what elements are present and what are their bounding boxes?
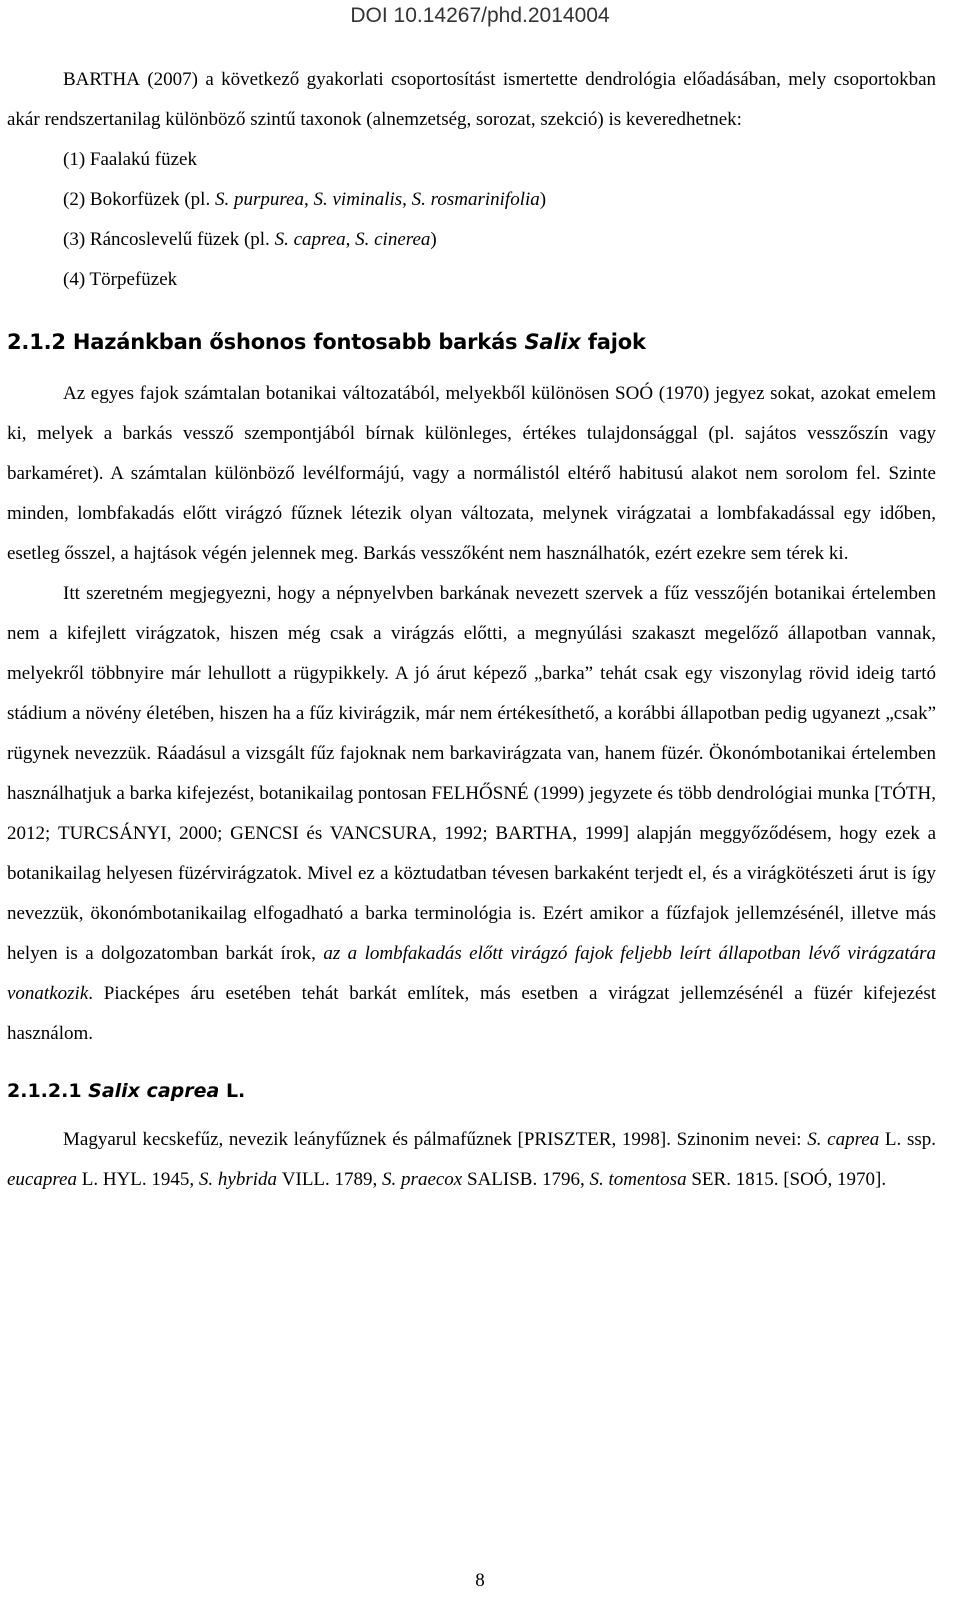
p3-text-k: . 1815. [	[726, 1169, 790, 1190]
synonym-hybrida: S. hybrida	[198, 1169, 278, 1190]
separator: ,	[304, 189, 314, 210]
p2-text-f: , 1992;	[431, 823, 496, 844]
species-cinerea: S. cinerea	[355, 229, 431, 250]
doi-header: DOI 10.14267/phd.2014004	[350, 4, 610, 27]
separator: ,	[402, 189, 412, 210]
page-content	[7, 60, 936, 1200]
subsection-author: L.	[219, 1080, 246, 1102]
synonym-caprea: S. caprea	[807, 1129, 880, 1150]
synonym-praecox: S. praecox	[382, 1169, 463, 1190]
p2-text-a: Itt szeretném megjegyezni, hogy a népnyelvben barkának nevezett szervek a fűz vesszőjén botanikai értelemben nem a kifejlett virágzatok, hiszen még csak a virágzás előtti, a megnyúlási szakaszt megelőző állapotban vannak, melyekről többnyire már lehullott a rügypikkely. A jó árut képező „barka” tehát csak egy viszonylag rövid ideig tartó stádium a növény életében, hiszen ha a fűz kivirágzik, már nem értékesíthető, a korábbi állapotban pedig ugyanezt „csak” rügynek nevezzük. Ráadásul a vizsgált fűz fajoknak nem barkavirágzata van, hanem füzér. Ökonómbotanikai értelemben használhatjuk a barka kifejezést, botanikailag pontosan	[7, 583, 936, 804]
p3-text-c: L. ssp.	[879, 1129, 936, 1150]
author-toth: TÓTH	[880, 783, 932, 804]
section-heading-text: 2.1.2 Hazánkban őshonos fontosabb barkás	[7, 330, 525, 354]
section-heading-end: fajok	[580, 330, 646, 354]
paragraph-2	[7, 574, 936, 1054]
author-felhosne: FELHŐSNÉ	[431, 783, 529, 804]
subsection-heading	[7, 1080, 936, 1102]
list-item-2-end: )	[539, 189, 547, 210]
author-bartha: BARTHA	[63, 69, 140, 90]
p3-text-b: , 1998]. Szinonim nevei:	[611, 1129, 808, 1150]
intro-paragraph	[7, 60, 936, 140]
author-soo-2: SOÓ	[789, 1169, 828, 1190]
p3-text-a: Magyarul kecskefűz, nevezik leányfűznek és pálmafűznek [	[63, 1129, 524, 1150]
paragraph-3	[7, 1120, 936, 1200]
separator: ,	[345, 229, 356, 250]
p2-text-e: és	[298, 823, 330, 844]
paragraph-1	[7, 374, 936, 574]
author-priszter: PRISZTER	[523, 1129, 612, 1150]
p1-text-a: Az egyes fajok számtalan botanikai változatából, melyekből különösen	[63, 383, 616, 404]
list-item-3	[7, 220, 936, 260]
author-ser: SER	[691, 1169, 727, 1190]
section-heading	[7, 330, 936, 354]
p1-text-b: (1970) jegyez sokat, azokat emelem ki, melyek a barkás vessző szempontjából bírnak különleges, értékes tulajdonsággal (pl. sajátos vesszőszín vagy barkaméret). A számtalan különböző levélformájú, vagy a normálistól eltérő habitusú alakot nem sorolom fel. Szinte minden, lombfakadás előtt virágzó fűznek létezik olyan változata, melynek virágzatai a lombfakadással egy időben, esetleg ősszel, a hajtások végén jelennek meg. Barkás vesszőként nem használhatók, ezért ezekre sem térek ki.	[7, 383, 936, 564]
p2-text-g: , 1999] alapján meggyőződésem, hogy ezek a botanikailag helyesen füzérvirágzatok. Mivel ez a köztudatban tévesen barkaként terjedt el, és a virágkötészeti árut is így nevezzük, ökonómbotanikailag elfogadható a barka terminológia is. Ezért amikor a fűzfajok jellemzésénél, illetve más helyen is a dolgozatomban barkát írok,	[7, 823, 937, 964]
author-soo: SOÓ	[615, 383, 654, 404]
page-number: 8	[475, 1570, 485, 1591]
p3-text-g: . 1789,	[325, 1169, 383, 1190]
p3-text-e: . 1945,	[141, 1169, 199, 1190]
p2-emphasis: az a lombfakadás előtt virágzó fajok feljebb leírt állapotban lévő virágzatára vonatkozik	[7, 943, 936, 1004]
author-salisb: SALISB	[467, 1169, 533, 1190]
p2-text-d: , 2000;	[166, 823, 231, 844]
species-purpurea: S. purpurea	[214, 189, 304, 210]
author-gencsi: GENCSI	[230, 823, 299, 844]
p3-text-d: L.	[77, 1169, 103, 1190]
list-item-2	[7, 180, 936, 220]
author-vill: VILL	[281, 1169, 326, 1190]
list-item-1: (1) Faalakú füzek	[63, 149, 197, 170]
species-rosmarinifolia: S. rosmarinifolia	[411, 189, 540, 210]
p2-text-c: , 2012;	[7, 783, 936, 844]
author-bartha-2: BARTHA	[495, 823, 573, 844]
p3-text-i: . 1796,	[532, 1169, 590, 1190]
subsection-species: Salix caprea	[88, 1080, 220, 1102]
intro-text: (2007) a következő gyakorlati csoportosítást ismertette dendrológia előadásában, mely csoportokban akár rendszertanilag különböző szintű taxonok (alnemzetség, sorozat, szekció) is keveredhetnek:	[7, 69, 936, 130]
p2-text-h: . Piacképes áru esetében tehát barkát említek, más esetben a virágzat jellemzésénél a füzér kifejezést használom.	[7, 983, 936, 1044]
group-list	[7, 140, 936, 300]
synonym-eucaprea: eucaprea	[7, 1169, 77, 1190]
species-caprea: S. caprea	[274, 229, 346, 250]
list-item-2-text: (2) Bokorfüzek (pl.	[63, 189, 215, 210]
synonym-tomentosa: S. tomentosa	[589, 1169, 687, 1190]
p3-text-l: , 1970].	[827, 1169, 887, 1190]
list-item-3-end: )	[430, 229, 437, 250]
subsection-number: 2.1.2.1	[7, 1080, 89, 1102]
p2-text-b: (1999) jegyzete és több dendrológiai munka [	[528, 783, 881, 804]
author-vancsura: VANCSURA	[329, 823, 432, 844]
list-item-4: (4) Törpefüzek	[63, 269, 178, 290]
species-viminalis: S. viminalis	[313, 189, 403, 210]
author-turcsanyi: TURCSÁNYI	[57, 823, 167, 844]
list-item-3-text: (3) Ráncoslevelű füzek (pl.	[63, 229, 275, 250]
author-hyl: HYL	[102, 1169, 142, 1190]
section-heading-genus: Salix	[524, 330, 581, 354]
